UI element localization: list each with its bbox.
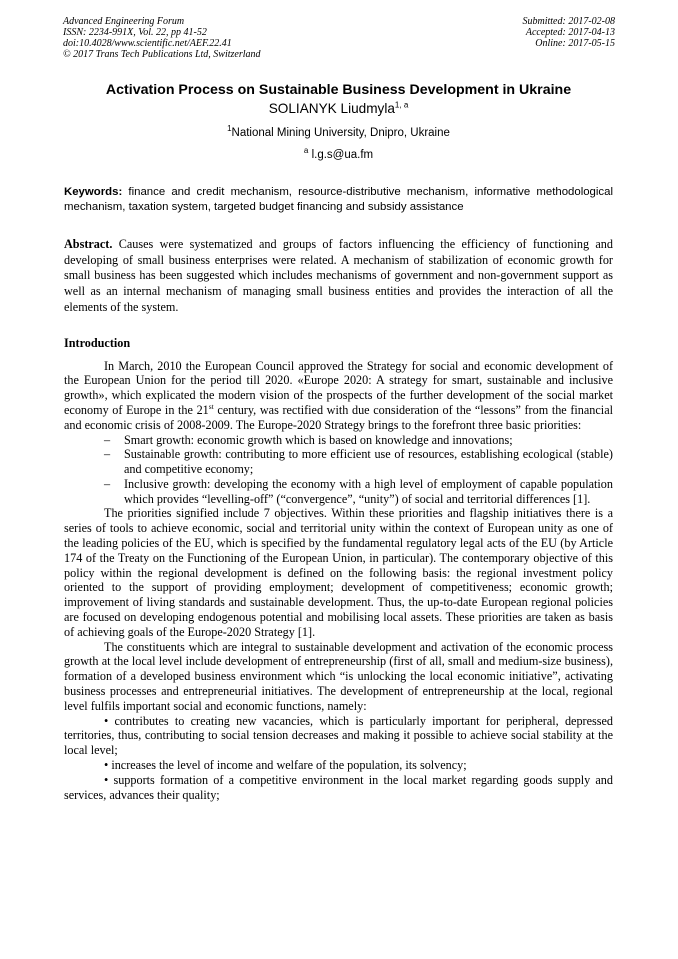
keywords-text: finance and credit mechanism, resource-distributive mechanism, informative methodological mechanism, taxation system, targeted budget financing and subsidy assistance bbox=[64, 186, 613, 213]
priority-text: Smart growth: economic growth which is based on knowledge and innovations; bbox=[124, 432, 513, 447]
priority-text: Sustainable growth: contributing to more efficient use of resources, establishing ecological (stable) and competitive economy; bbox=[124, 447, 613, 477]
list-item bbox=[104, 433, 613, 448]
article-title: Activation Process on Sustainable Business Development in Ukraine bbox=[105, 82, 572, 98]
dash-marker: – bbox=[104, 447, 111, 462]
intro-paragraph-1 bbox=[64, 359, 613, 433]
affiliation-line bbox=[64, 126, 613, 140]
author-line bbox=[64, 100, 613, 118]
priorities-list bbox=[104, 433, 613, 507]
journal-doi: doi:10.4028/www.scientific.net/AEF.22.41 bbox=[63, 38, 232, 49]
intro-p1-sup: st bbox=[208, 401, 214, 411]
article-body bbox=[64, 80, 613, 802]
intro-paragraph-2: The priorities signified include 7 objectives. Within these priorities and flagship initiatives there is a series of tools to achieve economic, social and territorial unity within the context of European unity as one of the leading policies of the EU, which is specified by the fundamental regulatory legal acts of the EU (by Article 174 of the Treaty on the Functioning of the European Union, in particular). The contemporary objective of this policy within the regional development is defined on the following basis: the regional investment policy oriented to the support of providing employment; development of competitiveness; economic growth; improvement of living standards and sustainable development. Thus, the up-to-date European regional policies are focused on developing endogenous potential and mobilising local assets. These priorities are taken as basis of achieving goals of the Europe-2020 Strategy [1]. bbox=[64, 506, 613, 639]
function-bullet: • contributes to creating new vacancies, which is particularly important for peripheral, depressed territories, thus, contributing to social tension decreases and making it possible to achieve social stability at the local level; bbox=[64, 713, 613, 758]
accepted-date: Accepted: 2017-04-13 bbox=[525, 27, 615, 38]
list-item bbox=[104, 447, 613, 477]
abstract-block bbox=[64, 237, 613, 316]
email-address: l.g.s@ua.fm bbox=[311, 149, 374, 161]
affiliation-text: National Mining University, Dnipro, Ukraine bbox=[231, 127, 450, 139]
intro-paragraph-3: The constituents which are integral to sustainable development and activation of the economic process growth at the local level include development of entrepreneurship (first of all, small and medium-size business), formation of a developed business environment which “is unlocking the local economic initiative”, activating business processes and entrepreneurial initiatives. The development of entrepreneurship at the local, regional level fulfils important social and economic functions, namely: bbox=[64, 639, 613, 713]
submission-dates bbox=[523, 16, 616, 49]
list-item bbox=[104, 477, 613, 507]
journal-issn: ISSN: 2234-991X, Vol. 22, pp 41-52 bbox=[63, 27, 207, 38]
abstract-label: Abstract. bbox=[64, 237, 113, 251]
email-line bbox=[64, 148, 613, 162]
dash-marker: – bbox=[104, 432, 111, 447]
priority-text: Inclusive growth: developing the economy with a high level of employment of capable population which provides “levelling-off” (“convergence”, “unity”) of social and territorial differences [1]. bbox=[124, 476, 613, 506]
submitted-date: Submitted: 2017-02-08 bbox=[522, 16, 615, 27]
keywords-block bbox=[64, 185, 613, 215]
online-date: Online: 2017-05-15 bbox=[535, 38, 615, 49]
journal-name: Advanced Engineering Forum bbox=[63, 16, 185, 27]
intro-p1-text-b: century, was rectified with due consideration of the “lessons” from the financial and economic crisis of 2008-2009. The Europe-2020 Strategy brings to the forefront three basic priorities: bbox=[64, 402, 613, 432]
affiliation-sup: 1 bbox=[227, 124, 232, 134]
dash-marker: – bbox=[104, 476, 111, 491]
function-bullet: • increases the level of income and welfare of the population, its solvency; bbox=[104, 758, 467, 773]
author-name: SOLIANYK Liudmyla bbox=[268, 101, 395, 116]
section-heading-introduction: Introduction bbox=[64, 335, 131, 350]
author-sup: 1, a bbox=[394, 100, 409, 110]
keywords-label: Keywords: bbox=[64, 186, 123, 198]
journal-copyright: © 2017 Trans Tech Publications Ltd, Switzerland bbox=[63, 49, 261, 60]
intro-p1-text-a: In March, 2010 the European Council approved the Strategy for social and economic development of the European Union for the period till 2020. «Europe 2020: A strategy for smart, sustainable and inclusive growth», which explicated the modern vision of the prospects of the further development of the social market economy of Europe in the 21 bbox=[64, 358, 613, 417]
abstract-text: Causes were systematized and groups of factors influencing the efficiency of functioning and developing of small business enterprises were related. A mechanism of stabilization of economic growth for small business has been suggested which includes mechanisms of government and non-government support as well as an internal mechanism of managing small business entities and provides the interaction of all the elements of the system. bbox=[64, 237, 613, 314]
function-bullet: • supports formation of a competitive environment in the local market regarding goods supply and services, advances their quality; bbox=[64, 772, 613, 802]
journal-info bbox=[63, 16, 261, 60]
email-sup: a bbox=[303, 146, 309, 156]
